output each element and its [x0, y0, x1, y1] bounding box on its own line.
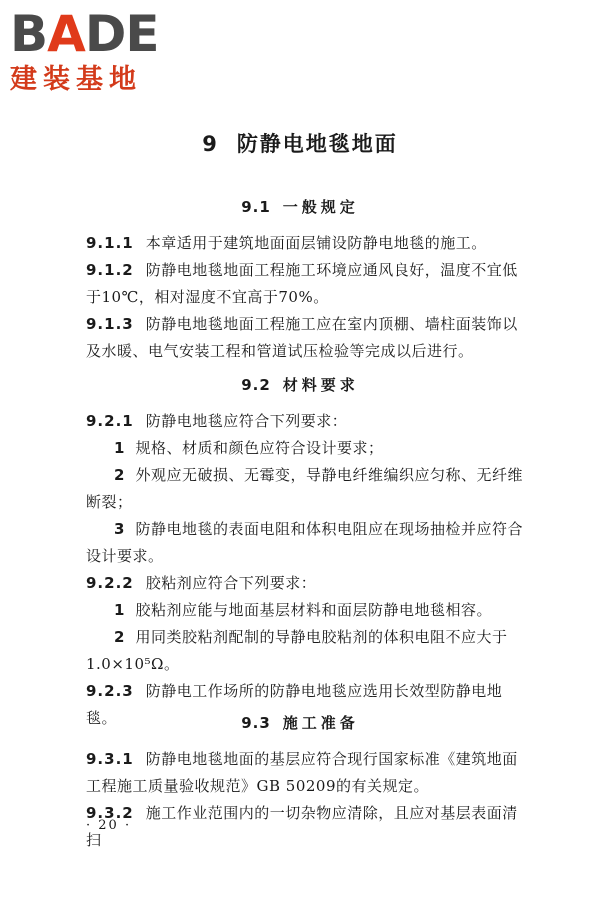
list-item: 3 防静电地毯的表面电阻和体积电阻应在现场抽检并应符合设计要求。	[86, 520, 523, 565]
list-item: 2 外观应无破损、无霉变，导静电纤维编织应匀称、无纤维断裂；	[86, 466, 523, 511]
section-title: 9.1 一般规定	[241, 198, 359, 216]
list-item: 1 规格、材质和颜色应符合设计要求；	[114, 439, 384, 457]
page-number: · 20 ·	[86, 818, 132, 833]
list-item: 2 用同类胶粘剂配制的导静电胶粘剂的体积电阻不应大于1.0×10⁵Ω。	[86, 628, 508, 673]
clause: 9.3.1 防静电地毯地面的基层应符合现行国家标准《建筑地面工程施工质量验收规范》GB 50209的有关规定。	[86, 750, 518, 795]
clause: 9.2.3 防静电工作场所的防静电地毯应选用长效型防静电地毯。	[86, 682, 503, 727]
section-title: 9.2 材料要求	[241, 376, 359, 394]
logo-wordmark: BADE	[10, 5, 159, 63]
bade-logo	[10, 5, 175, 100]
chapter-title: 9 防静电地毯地面	[202, 132, 398, 156]
logo-subtitle: 建装基地	[10, 64, 142, 95]
clause: 9.1.3 防静电地毯地面工程施工应在室内顶棚、墙柱面装饰以及水暖、电气安装工程和管道试压检验等完成以后进行。	[86, 315, 518, 360]
list-item: 1 胶粘剂应能与地面基层材料和面层防静电地毯相容。	[114, 601, 492, 619]
clause: 9.2.1 防静电地毯应符合下列要求：	[86, 412, 348, 430]
clause: 9.1.2 防静电地毯地面工程施工环境应通风良好，温度不宜低于10℃，相对湿度不宜高于70%。	[86, 261, 518, 306]
clause: 9.1.1 本章适用于建筑地面面层铺设防静电地毯的施工。	[86, 234, 487, 252]
clause: 9.3.2 施工作业范围内的一切杂物应清除，且应对基层表面清扫	[86, 804, 518, 849]
section-title: 9.3 施工准备	[241, 714, 359, 732]
clause: 9.2.2 胶粘剂应符合下列要求：	[86, 574, 317, 592]
